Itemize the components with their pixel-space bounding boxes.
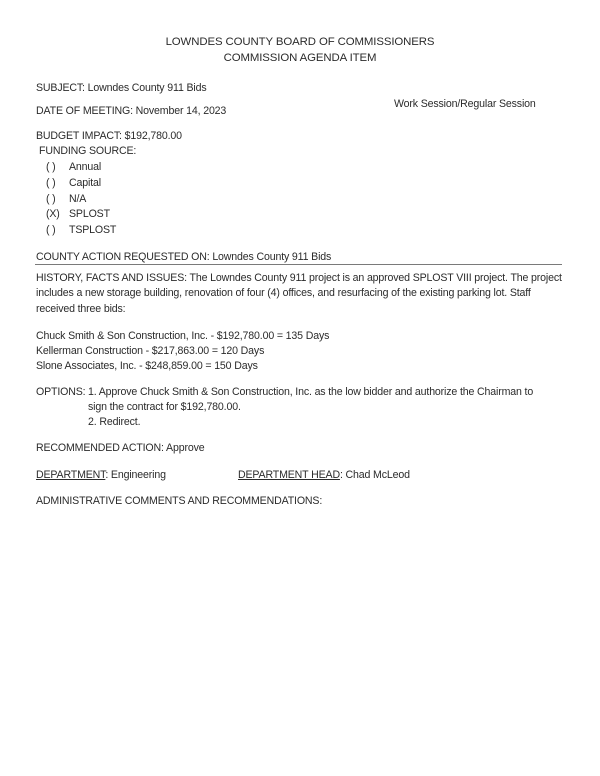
subject-value: Lowndes County 911 Bids (87, 82, 207, 94)
options-label: OPTIONS: (36, 386, 86, 398)
funding-option-label: TSPLOST (69, 224, 117, 236)
department-label: DEPARTMENT (36, 469, 106, 481)
option-1: 1. Approve Chuck Smith & Son Construction, Inc. as the low bidder and authorize the Chairman to (88, 386, 534, 398)
department-head-value: : Chad McLeod (339, 469, 410, 481)
meeting-date-value: November 14, 2023 (135, 105, 227, 117)
funding-option-label: Capital (69, 177, 101, 189)
document-title: LOWNDES COUNTY BOARD OF COMMISSIONERS (165, 36, 435, 48)
checkbox-mark: ( ) (46, 161, 56, 173)
recommended-action-label: RECOMMENDED ACTION: (36, 442, 164, 454)
bid-item: Slone Associates, Inc. - $248,859.00 = 150 Days (36, 360, 258, 372)
history-paragraph (36, 271, 566, 317)
history-label: HISTORY, FACTS AND ISSUES: (36, 272, 187, 284)
action-requested-value: Lowndes County 911 Bids (212, 251, 332, 263)
funding-source-label: FUNDING SOURCE: (39, 145, 137, 157)
department-line (36, 469, 166, 481)
budget-impact-line (36, 130, 182, 142)
subject-label: SUBJECT: (36, 82, 85, 94)
recommended-action-value: Approve (166, 442, 205, 454)
checkbox-mark: ( ) (46, 177, 56, 189)
history-text: The Lowndes County 911 project is an approved SPLOST VIII project. The project includes a new storage building, renovation of four (4) offices, and resurfacing of the existing parking lot. Staff received three bids: (36, 272, 562, 315)
budget-impact-label: BUDGET IMPACT: (36, 130, 122, 142)
department-value: : Engineering (105, 469, 166, 481)
funding-option-annual (46, 161, 101, 173)
action-requested-label: COUNTY ACTION REQUESTED ON: (36, 251, 210, 263)
option-1-continued: sign the contract for $192,780.00. (88, 401, 241, 413)
funding-option-label: SPLOST (69, 208, 110, 220)
section-divider (35, 264, 562, 265)
funding-option-capital (46, 177, 101, 189)
department-head-label: DEPARTMENT HEAD (238, 469, 340, 481)
bid-item: Chuck Smith & Son Construction, Inc. - $192,780.00 = 135 Days (36, 330, 330, 342)
funding-option-tsplost (46, 224, 116, 236)
admin-comments-label: ADMINISTRATIVE COMMENTS AND RECOMMENDATIONS: (36, 495, 323, 507)
department-head-line (238, 469, 410, 481)
recommended-action-line (36, 442, 204, 454)
session-type: Work Session/Regular Session (394, 98, 536, 110)
action-requested-line (36, 251, 331, 263)
funding-option-label: N/A (69, 193, 87, 205)
funding-option-label: Annual (69, 161, 102, 173)
option-2: 2. Redirect. (88, 416, 141, 428)
document-subtitle: COMMISSION AGENDA ITEM (223, 52, 377, 64)
checkbox-mark-checked: (X) (46, 208, 60, 220)
subject-line (36, 82, 207, 94)
meeting-date-line (36, 105, 226, 117)
checkbox-mark: ( ) (46, 224, 56, 236)
funding-option-na (46, 193, 86, 205)
meeting-date-label: DATE OF MEETING: (36, 105, 133, 117)
bid-item: Kellerman Construction - $217,863.00 = 120 Days (36, 345, 265, 357)
funding-option-splost (46, 208, 110, 220)
budget-impact-value: $192,780.00 (124, 130, 182, 142)
checkbox-mark: ( ) (46, 193, 56, 205)
